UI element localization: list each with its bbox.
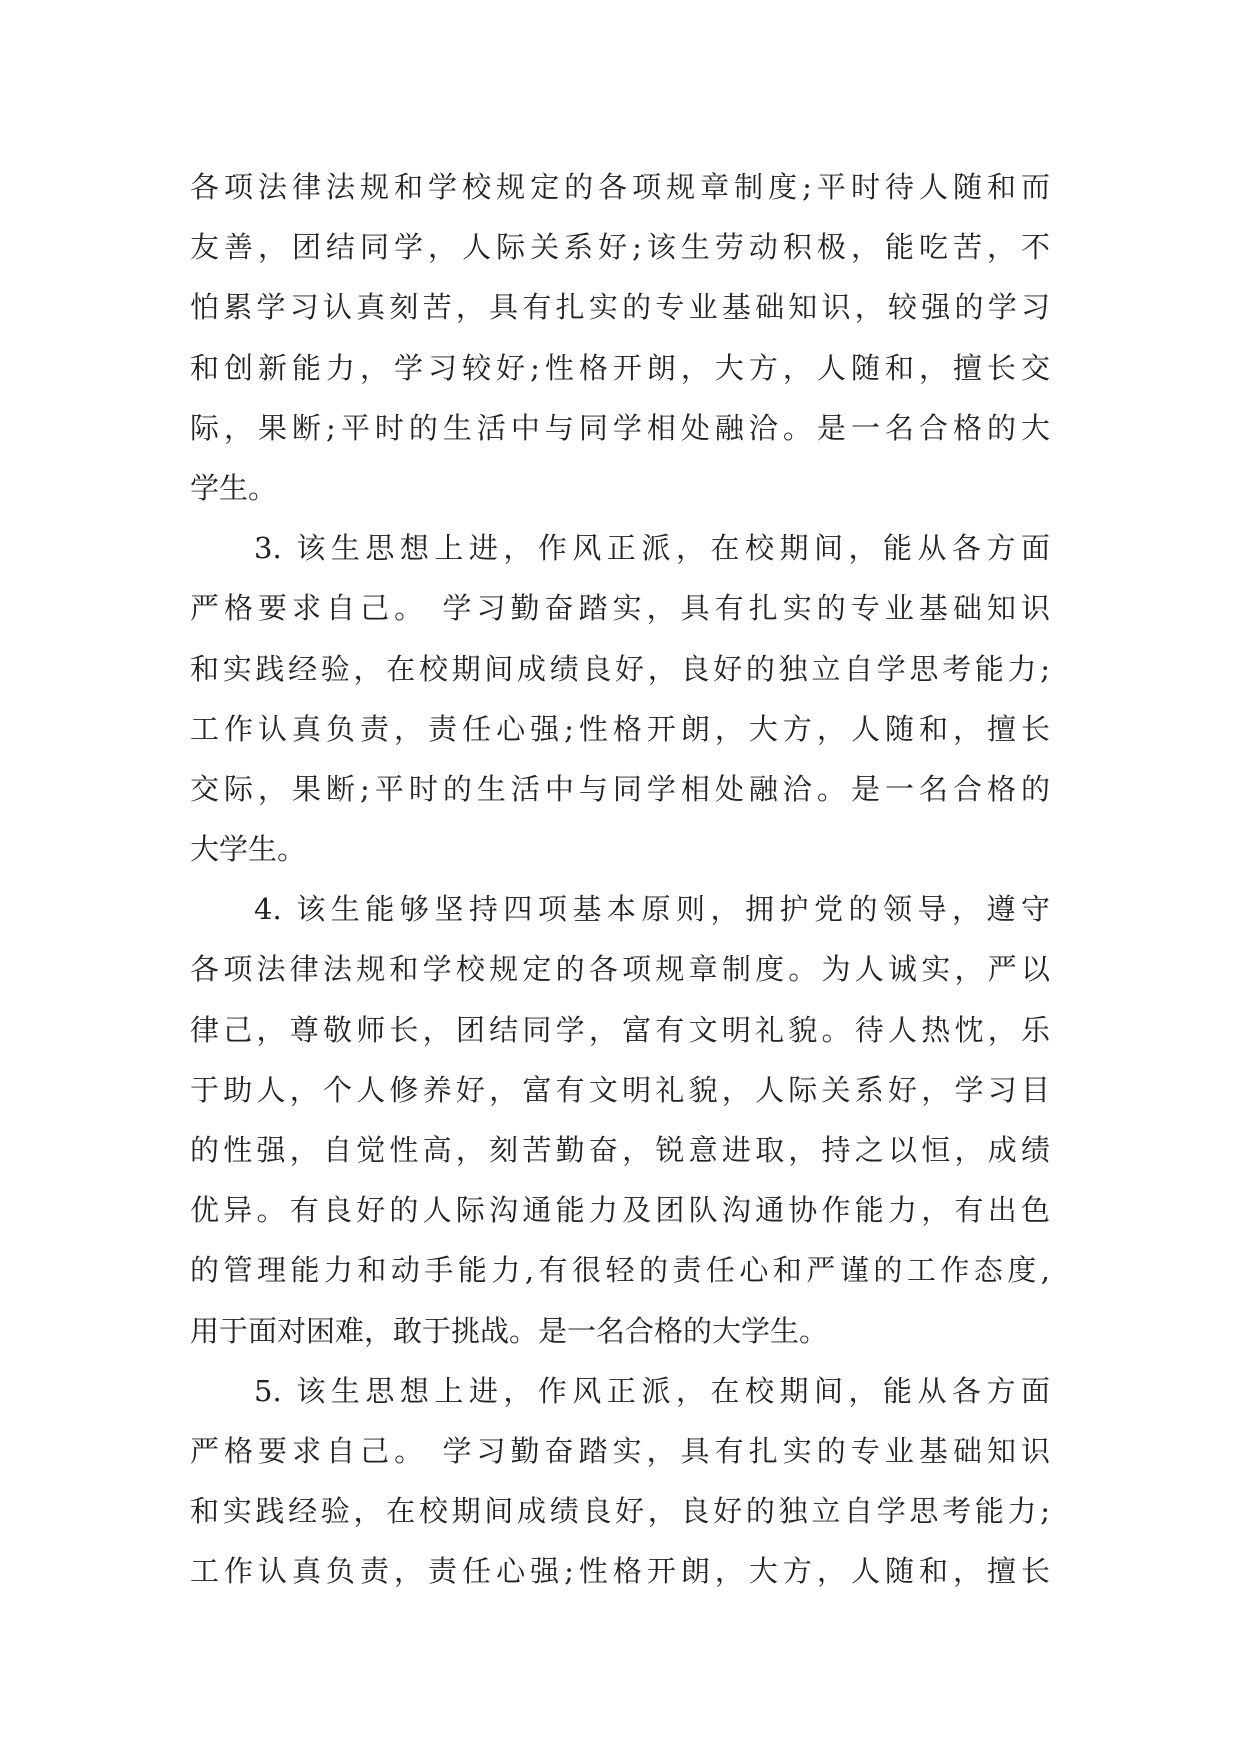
text-line: 际，果断;平时的生活中与同学相处融洽。是一名合格的大 — [190, 410, 1050, 445]
document-body — [190, 157, 1050, 1602]
text-line: 和实践经验，在校期间成绩良好，良好的独立自学思考能力; — [190, 1494, 1050, 1529]
text-line: 优异。有良好的人际沟通能力及团队沟通协作能力，有出色 — [190, 1193, 1050, 1228]
paragraph-4-first-line: 4. 该生能够坚持四项基本原则，拥护党的领导，遵守 — [254, 892, 1050, 927]
text-line: 友善，团结同学，人际关系好;该生劳动积极，能吃苦，不 — [190, 230, 1050, 265]
text-line: 和创新能力，学习较好;性格开朗，大方，人随和，擅长交 — [190, 350, 1050, 385]
paragraph-5-first-line: 5. 该生思想上进，作风正派，在校期间，能从各方面 — [254, 1373, 1050, 1408]
text-line: 和实践经验，在校期间成绩良好，良好的独立自学思考能力; — [190, 651, 1050, 686]
text-line: 工作认真负责，责任心强;性格开朗，大方，人随和，擅长 — [190, 711, 1050, 746]
text-line: 各项法律法规和学校规定的各项规章制度;平时待人随和而 — [190, 170, 1050, 204]
text-line: 交际，果断;平时的生活中与同学相处融洽。是一名合格的 — [190, 771, 1050, 806]
text-line: 大学生。 — [190, 832, 307, 867]
text-line: 的管理能力和动手能力,有很轻的责任心和严谨的工作态度, — [190, 1253, 1050, 1288]
text-line: 工作认真负责，责任心强;性格开朗，大方，人随和，擅长 — [190, 1554, 1050, 1589]
text-line: 严格要求自己。 学习勤奋踏实，具有扎实的专业基础知识 — [190, 1433, 1050, 1468]
text-line: 怕累学习认真刻苦，具有扎实的专业基础知识，较强的学习 — [190, 290, 1050, 325]
text-line: 的性强，自觉性高，刻苦勤奋，锐意进取，持之以恒，成绩 — [190, 1133, 1050, 1167]
paragraph-3-first-line: 3. 该生思想上进，作风正派，在校期间，能从各方面 — [254, 531, 1050, 566]
text-line: 律己，尊敬师长，团结同学，富有文明礼貌。待人热忱，乐 — [190, 1012, 1050, 1047]
text-line: 各项法律法规和学校规定的各项规章制度。为人诚实，严以 — [190, 952, 1050, 987]
text-line: 于助人，个人修养好，富有文明礼貌，人际关系好，学习目 — [190, 1072, 1050, 1107]
text-line: 严格要求自己。 学习勤奋踏实，具有扎实的专业基础知识 — [190, 591, 1050, 626]
text-line: 用于面对困难，敢于挑战。是一名合格的大学生。 — [190, 1313, 829, 1348]
text-line: 学生。 — [190, 470, 278, 505]
